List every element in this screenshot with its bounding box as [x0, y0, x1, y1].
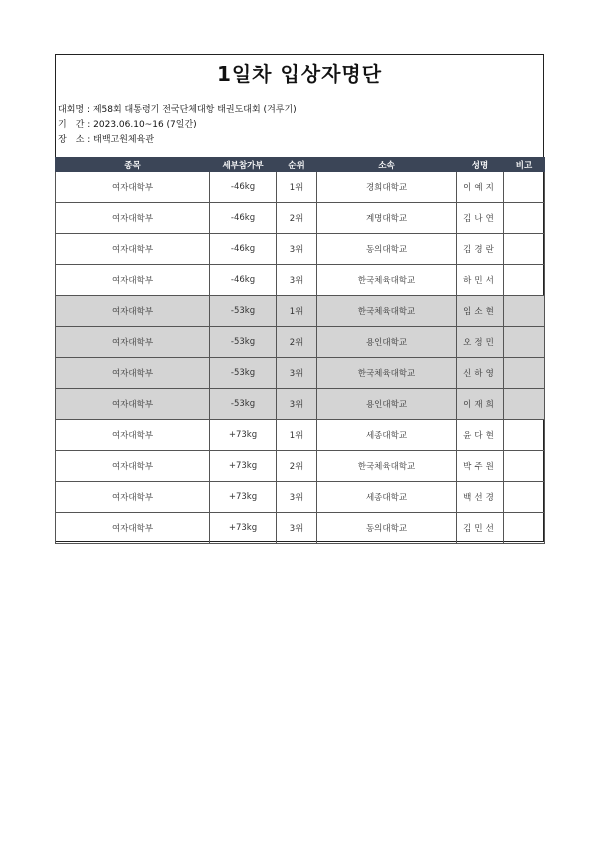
cell-rank: 3위	[277, 265, 317, 296]
venue-line: 장 소 : 태백고원체육관	[58, 135, 155, 145]
cell-name: 김민선	[457, 513, 504, 544]
cell-note	[504, 358, 545, 389]
cell-team: 세종대학교	[317, 420, 457, 451]
cell-note	[504, 203, 545, 234]
cell-weight: -53kg	[210, 389, 277, 420]
cell-team: 용인대학교	[317, 389, 457, 420]
period-label: 기 간	[58, 120, 85, 130]
table-row	[56, 296, 545, 327]
cell-event: 여자대학부	[56, 482, 210, 513]
cell-weight: -46kg	[210, 265, 277, 296]
cell-team: 한국체육대학교	[317, 358, 457, 389]
cell-weight: +73kg	[210, 420, 277, 451]
cell-team: 한국체육대학교	[317, 265, 457, 296]
cell-name: 박주원	[457, 451, 504, 482]
cell-weight: -46kg	[210, 234, 277, 265]
event-name-label: 대회명	[58, 105, 85, 115]
cell-weight: +73kg	[210, 513, 277, 544]
cell-note	[504, 296, 545, 327]
table-row	[56, 358, 545, 389]
cell-weight: +73kg	[210, 451, 277, 482]
table-row	[56, 420, 545, 451]
cell-note	[504, 513, 545, 544]
cell-team: 계명대학교	[317, 203, 457, 234]
cell-team: 용인대학교	[317, 327, 457, 358]
event-name-value: 제58회 대통령기 전국단체대항 태권도대회 (겨루기)	[92, 105, 297, 115]
venue-label: 장 소	[58, 135, 85, 145]
cell-rank: 1위	[277, 296, 317, 327]
cell-event: 여자대학부	[56, 296, 210, 327]
cell-event: 여자대학부	[56, 265, 210, 296]
cell-team: 동의대학교	[317, 513, 457, 544]
cell-name: 윤다현	[457, 420, 504, 451]
venue-value: 태백고원체육관	[93, 135, 155, 145]
cell-event: 여자대학부	[56, 451, 210, 482]
cell-event: 여자대학부	[56, 358, 210, 389]
cell-event: 여자대학부	[56, 203, 210, 234]
table-row	[56, 203, 545, 234]
page-title: 1일차 입상자명단	[216, 62, 383, 86]
table-row	[56, 451, 545, 482]
cell-note	[504, 327, 545, 358]
cell-rank: 2위	[277, 203, 317, 234]
table-row	[56, 327, 545, 358]
cell-team: 경희대학교	[317, 172, 457, 203]
cell-note	[504, 265, 545, 296]
cell-rank: 3위	[277, 513, 317, 544]
event-info	[58, 103, 297, 148]
cell-rank: 2위	[277, 451, 317, 482]
table-row	[56, 513, 545, 544]
cell-note	[504, 420, 545, 451]
cell-name: 김경란	[457, 234, 504, 265]
cell-team: 한국체육대학교	[317, 296, 457, 327]
cell-name: 하민서	[457, 265, 504, 296]
cell-name: 오정민	[457, 327, 504, 358]
table-row	[56, 172, 545, 203]
table-body	[56, 172, 545, 544]
cell-rank: 1위	[277, 172, 317, 203]
col-header-rank: 순위	[277, 158, 317, 172]
cell-rank: 3위	[277, 482, 317, 513]
table-row	[56, 234, 545, 265]
cell-name: 임소현	[457, 296, 504, 327]
col-header-team: 소속	[317, 158, 457, 172]
table-row	[56, 389, 545, 420]
cell-note	[504, 389, 545, 420]
period-value: 2023.06.10~16 (7일간)	[93, 120, 197, 130]
cell-event: 여자대학부	[56, 389, 210, 420]
cell-weight: +73kg	[210, 482, 277, 513]
cell-rank: 3위	[277, 389, 317, 420]
col-header-weight: 세부참가부	[210, 158, 277, 172]
table-row	[56, 482, 545, 513]
table-row	[56, 265, 545, 296]
cell-event: 여자대학부	[56, 420, 210, 451]
cell-weight: -46kg	[210, 203, 277, 234]
col-header-note: 비고	[504, 158, 545, 172]
cell-event: 여자대학부	[56, 327, 210, 358]
event-name-line: 대회명 : 제58회 대통령기 전국단체대항 태권도대회 (겨루기)	[58, 105, 297, 115]
cell-team: 한국체육대학교	[317, 451, 457, 482]
col-header-event: 종목	[56, 158, 210, 172]
cell-rank: 1위	[277, 420, 317, 451]
cell-rank: 3위	[277, 234, 317, 265]
cell-name: 이예지	[457, 172, 504, 203]
cell-name: 신하영	[457, 358, 504, 389]
cell-name: 백선경	[457, 482, 504, 513]
period-line: 기 간 : 2023.06.10~16 (7일간)	[58, 120, 197, 130]
cell-note	[504, 172, 545, 203]
cell-event: 여자대학부	[56, 513, 210, 544]
cell-team: 동의대학교	[317, 234, 457, 265]
cell-note	[504, 451, 545, 482]
table-header-row	[56, 158, 545, 172]
cell-weight: -46kg	[210, 172, 277, 203]
cell-rank: 3위	[277, 358, 317, 389]
cell-weight: -53kg	[210, 358, 277, 389]
winners-sheet	[55, 54, 544, 542]
cell-name: 이재희	[457, 389, 504, 420]
cell-event: 여자대학부	[56, 172, 210, 203]
cell-note	[504, 234, 545, 265]
cell-team: 세종대학교	[317, 482, 457, 513]
cell-event: 여자대학부	[56, 234, 210, 265]
winners-table	[55, 157, 545, 544]
cell-name: 김나연	[457, 203, 504, 234]
cell-rank: 2위	[277, 327, 317, 358]
cell-weight: -53kg	[210, 296, 277, 327]
cell-note	[504, 482, 545, 513]
cell-weight: -53kg	[210, 327, 277, 358]
col-header-name: 성명	[457, 158, 504, 172]
